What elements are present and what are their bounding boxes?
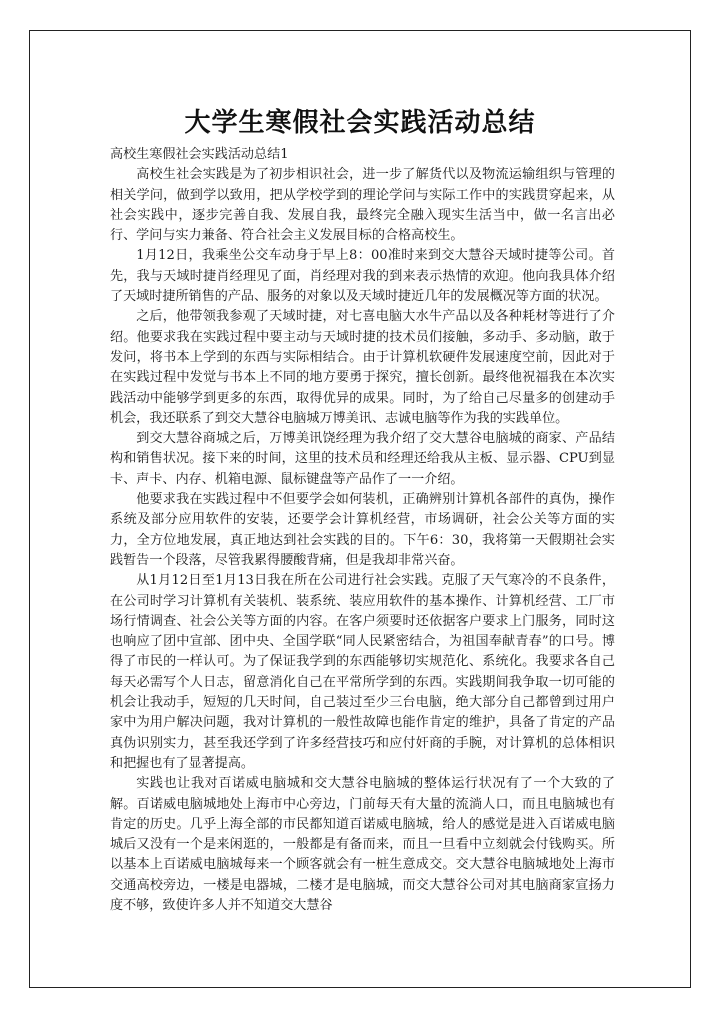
paragraph-practice-period: 从1月12日至1月13日我在所在公司进行社会实践。克服了天气寒冷的不良条件，在公司时学习计算机有关装机、装系统、装应用软件的基本操作、计算机经营、工厂市场行情调查、社会公关等方面的内容。在客户须要时还依据客户要求上门服务，同时这也响应了团中宣部、团中央、全国学联“同人民紧密结合，为祖国奉献青春”的口号。博得了市民的一样认可。为了保证我学到的东西能够切实规范化、系统化。我要求各自己每天必需写个人日志，留意消化自己在平常所学到的东西。实践期间我争取一切可能的机会让我动手，短短的几天时间，自己装过至少三台电脑，绝大部分自己都曾到过用户家中为用户解决问题，我对计算机的一般性故障也能作肯定的维护，具备了肯定的产品真伪识别实力，甚至我还学到了许多经营技巧和应付奸商的手腕，对计算机的总体相识和把握也有了显著提高。: [110, 573, 615, 771]
document-title: 大学生寒假社会实践活动总结: [184, 108, 536, 139]
paragraph-tour: 之后，他带领我参观了天域时捷，对七喜电脑大水牛产品以及各种耗材等进行了介绍。他要求我在实践过程中要主动与天域时捷的技术员们接触，多动手、多动脑，敢于发问，将书本上学到的东西与实际相结合。由于计算机软硬件发展速度空前，因此对于在实践过程中发觉与书本上不同的地方要勇于探究，擅长创新。最终他祝福我在本次实践活动中能够学到更多的东西，取得优异的成果。同时，为了给自己尽量多的创建动手机会，我还联系了到交大慧谷电脑城万博美讯、志诚电脑等作为我的实践单位。: [110, 309, 615, 426]
paragraph-mall-intro: 到交大慧谷商城之后，万博美讯饶经理为我介绍了交大慧谷电脑城的商家、产品结构和销售状况。接下来的时间，这里的技术员和经理还给我从主板、显示器、CPU到显卡、声卡、内存、机箱电源、鼠标键盘等产品作了一一介绍。: [110, 431, 615, 487]
section-heading: 高校生寒假社会实践活动总结1: [110, 147, 289, 162]
paragraph-mall-comparison: 实践也让我对百诺威电脑城和交大慧谷电脑城的整体运行状况有了一个大致的了解。百诺威电脑城地处上海市中心旁边，门前每天有大量的流淌人口，而且电脑城也有肯定的历史。几乎上海全部的市民都知道百诺威电脑城，给人的感觉是进入百诺威电脑城后又没有一个是来闲逛的，一般都是有备而来，而且一旦看中立刻就会付钱购买。所以基本上百诺威电脑城每来一个顾客就会有一桩生意成交。交大慧谷电脑城地处上海市交通高校旁边，一楼是电器城，二楼才是电脑城，而交大慧谷公司对其电脑商家宣扬力度不够，致使许多人并不知道交大慧谷: [110, 776, 615, 913]
paragraph-jan12-arrival: 1月12日，我乘坐公交车动身于早上8：00准时来到交大慧谷天域时捷等公司。首先，我与天域时捷肖经理见了面，肖经理对我的到来表示热情的欢迎。他向我具体介绍了天域时捷所销售的产品、服务的对象以及天域时捷近几年的发展概况等方面的状况。: [110, 248, 615, 305]
paragraph-requirements: 他要求我在实践过程中不但要学会如何装机，正确辨别计算机各部件的真伪，操作系统及部分应用软件的安装，还要学会计算机经营，市场调研，社会公关等方面的实力，全方位地发展，真正地达到社会实践的目的。下午6：30，我将第一天假期社会实践暂告一个段落，尽管我累得腰酸背痛，但是我却非常兴奋。: [110, 492, 615, 568]
document-body: [110, 145, 615, 916]
paragraph-intro: 高校生社会实践是为了初步相识社会，进一步了解货代以及物流运输组织与管理的相关学问，做到学以致用，把从学校学到的理论学问与实际工作中的实践贯穿起来，从社会实践中，逐步完善自我、发展自我，最终完全融入现实生活当中，做一名言出必行、学问与实力兼备、符合社会主义发展目标的合格高校生。: [110, 167, 615, 244]
